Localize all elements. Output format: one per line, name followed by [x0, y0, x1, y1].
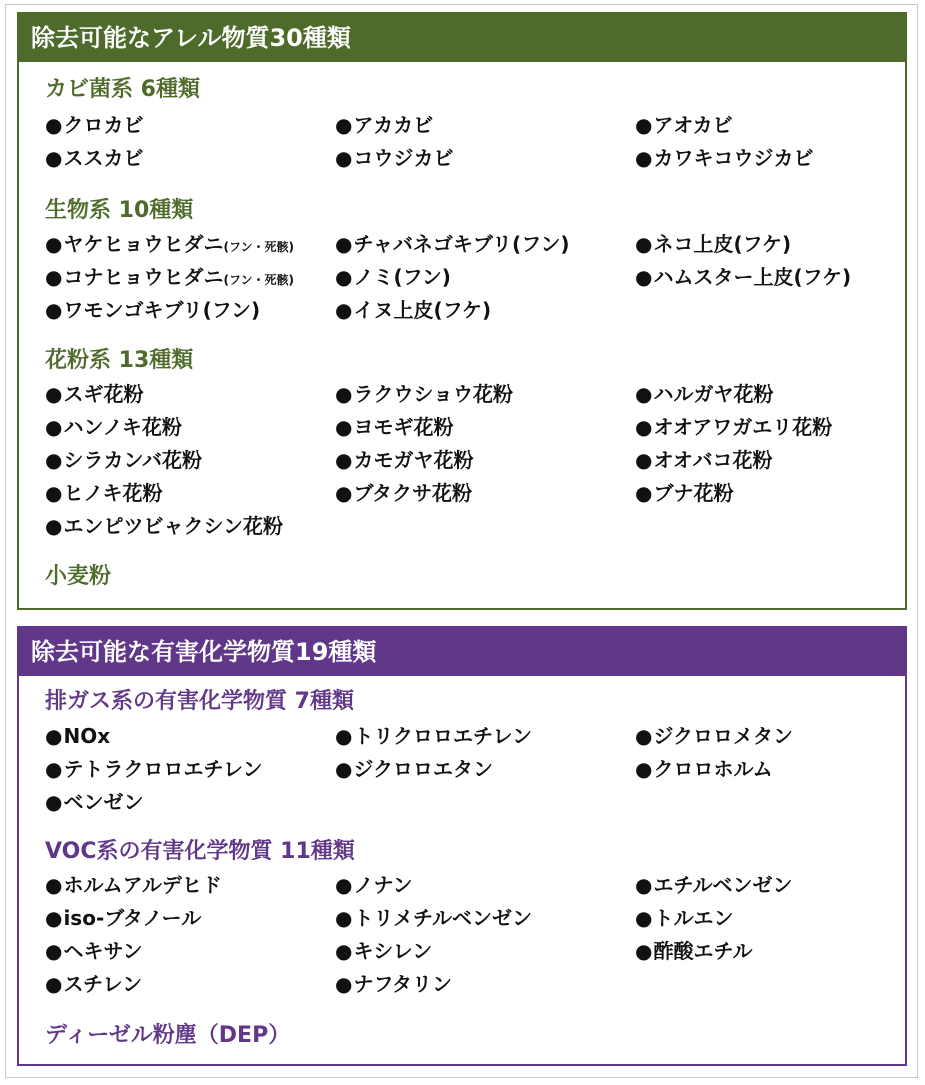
mold-item — [45, 143, 143, 173]
bullet-icon: ● — [635, 265, 653, 289]
pollen-item — [335, 445, 473, 475]
pollen-item-label: カモガヤ花粉 — [353, 448, 474, 472]
exhaust-item — [45, 721, 110, 751]
pollen-item — [635, 379, 773, 409]
pollen-item-label: ラクウショウ花粉 — [353, 382, 514, 406]
pollen-item — [635, 478, 733, 508]
bullet-icon: ● — [635, 232, 653, 256]
pollen-item-label: ブタクサ花粉 — [353, 481, 473, 505]
voc-item-label: ヘキサン — [63, 939, 143, 963]
dep-heading: ディーゼル粉塵（DEP） — [45, 1023, 291, 1048]
bullet-icon: ● — [335, 448, 353, 472]
allergen-panel — [17, 12, 907, 610]
voc-item-label: ナフタリン — [353, 972, 453, 996]
pollen-item-label: オオアワガエリ花粉 — [653, 415, 833, 439]
voc-item — [335, 936, 432, 966]
exhaust-item-label: ジクロロエタン — [353, 757, 494, 781]
bullet-icon: ● — [335, 265, 353, 289]
bio-item — [335, 229, 570, 259]
mold-item-label: アオカビ — [653, 113, 733, 137]
bio-item-label: ワモンゴキブリ(フン) — [63, 298, 261, 322]
bio-item-label: イヌ上皮(フケ) — [353, 298, 492, 322]
exhaust-item-label: ジクロロメタン — [653, 724, 794, 748]
voc-heading: VOC系の有害化学物質 11種類 — [45, 839, 355, 864]
voc-item-label: スチレン — [63, 972, 143, 996]
pollen-item-label: シラカンバ花粉 — [63, 448, 203, 472]
bio-item — [335, 295, 491, 325]
bio-item-label: ハムスター上皮(フケ) — [653, 265, 852, 289]
voc-item-label: ホルムアルデヒド — [63, 873, 222, 897]
voc-item — [335, 969, 452, 999]
mold-item — [635, 143, 813, 173]
bio-heading: 生物系 10種類 — [45, 198, 194, 223]
exhaust-item-label: トリクロロエチレン — [353, 724, 533, 748]
voc-item-label: iso-ブタノール — [63, 906, 202, 930]
bullet-icon: ● — [335, 481, 353, 505]
mold-item-label: アカカビ — [353, 113, 434, 137]
bullet-icon: ● — [45, 757, 63, 781]
voc-item — [635, 870, 792, 900]
pollen-item-label: ハンノキ花粉 — [63, 415, 182, 439]
pollen-item — [45, 445, 202, 475]
bullet-icon: ● — [335, 113, 353, 137]
bio-item — [45, 229, 294, 259]
allergen-title: 除去可能なアレル物質30種類 — [19, 14, 905, 62]
pollen-item — [335, 379, 513, 409]
bullet-icon: ● — [335, 415, 353, 439]
exhaust-item — [335, 754, 493, 784]
exhaust-item — [635, 721, 793, 751]
bullet-icon: ● — [45, 265, 63, 289]
exhaust-item — [45, 754, 263, 784]
exhaust-item — [335, 721, 532, 751]
bio-item-label: チャバネゴキブリ(フン) — [353, 232, 570, 256]
mold-item — [335, 110, 433, 140]
pollen-item-label: スギ花粉 — [63, 382, 144, 406]
bullet-icon: ● — [45, 113, 63, 137]
mold-item-label: クロカビ — [63, 113, 144, 137]
bio-item — [45, 295, 260, 325]
pollen-item — [45, 511, 283, 541]
mold-item-label: コウジカビ — [353, 146, 454, 170]
bullet-icon: ● — [45, 415, 63, 439]
exhaust-item-label: ベンゼン — [63, 790, 144, 814]
bullet-icon: ● — [635, 415, 653, 439]
bullet-icon: ● — [635, 146, 653, 170]
voc-item-label: トルエン — [653, 906, 734, 930]
bullet-icon: ● — [335, 906, 353, 930]
bullet-icon: ● — [635, 906, 653, 930]
bullet-icon: ● — [635, 757, 653, 781]
bullet-icon: ● — [635, 939, 653, 963]
bullet-icon: ● — [45, 724, 63, 748]
bullet-icon: ● — [45, 298, 63, 322]
pollen-item-label: エンピツビャクシン花粉 — [63, 514, 283, 538]
exhaust-item — [45, 787, 143, 817]
bullet-icon: ● — [335, 298, 353, 322]
bullet-icon: ● — [635, 724, 653, 748]
bio-item — [45, 262, 294, 292]
voc-item — [335, 903, 532, 933]
mold-item-label: カワキコウジカビ — [653, 146, 814, 170]
bullet-icon: ● — [335, 873, 353, 897]
mold-item — [335, 143, 453, 173]
exhaust-item-label: クロロホルム — [653, 757, 773, 781]
mold-item — [635, 110, 733, 140]
bullet-icon: ● — [335, 724, 353, 748]
bullet-icon: ● — [635, 448, 653, 472]
bullet-icon: ● — [635, 113, 653, 137]
bio-item-label: ノミ(フン) — [353, 265, 451, 289]
voc-item — [635, 903, 733, 933]
pollen-item-label: ブナ花粉 — [653, 481, 734, 505]
bullet-icon: ● — [635, 873, 653, 897]
pollen-item-label: ハルガヤ花粉 — [653, 382, 774, 406]
bullet-icon: ● — [45, 481, 63, 505]
pollen-item — [635, 412, 832, 442]
voc-item — [45, 903, 201, 933]
pollen-item — [45, 379, 143, 409]
bullet-icon: ● — [45, 790, 63, 814]
voc-item — [335, 870, 412, 900]
voc-item-label: キシレン — [353, 939, 433, 963]
exhaust-item — [635, 754, 773, 784]
bullet-icon: ● — [45, 146, 63, 170]
wheat-heading: 小麦粉 — [45, 564, 112, 589]
chemical-title: 除去可能な有害化学物質19種類 — [19, 628, 905, 676]
exhaust-item-label: テトラクロロエチレン — [63, 757, 263, 781]
bullet-icon: ● — [45, 906, 63, 930]
bullet-icon: ● — [45, 972, 63, 996]
bullet-icon: ● — [335, 939, 353, 963]
mold-item — [45, 110, 143, 140]
pollen-item — [335, 478, 472, 508]
pollen-item-label: ヒノキ花粉 — [63, 481, 163, 505]
voc-item-label: 酢酸エチル — [653, 939, 753, 963]
voc-item-label: トリメチルベンゼン — [353, 906, 533, 930]
bio-item-note: (フン・死骸) — [223, 240, 294, 254]
bio-item — [635, 262, 851, 292]
chemical-panel — [17, 626, 907, 1066]
bullet-icon: ● — [335, 146, 353, 170]
pollen-item-label: ヨモギ花粉 — [353, 415, 454, 439]
exhaust-item-label: NOx — [63, 724, 111, 748]
bullet-icon: ● — [45, 873, 63, 897]
bullet-icon: ● — [335, 757, 353, 781]
bio-item-label: ネコ上皮(フケ) — [653, 232, 792, 256]
bullet-icon: ● — [45, 514, 63, 538]
bullet-icon: ● — [45, 939, 63, 963]
mold-heading: カビ菌系 6種類 — [45, 77, 200, 102]
bullet-icon: ● — [45, 232, 63, 256]
voc-item — [635, 936, 752, 966]
bullet-icon: ● — [635, 382, 653, 406]
bio-item-label: コナヒョウヒダニ — [63, 265, 224, 289]
pollen-item-label: オオバコ花粉 — [653, 448, 773, 472]
bullet-icon: ● — [335, 382, 353, 406]
pollen-item — [635, 445, 772, 475]
bullet-icon: ● — [635, 481, 653, 505]
bullet-icon: ● — [45, 448, 63, 472]
exhaust-heading: 排ガス系の有害化学物質 7種類 — [45, 689, 354, 714]
pollen-item — [335, 412, 453, 442]
voc-item — [45, 870, 222, 900]
voc-item-label: ノナン — [353, 873, 413, 897]
bio-item — [335, 262, 451, 292]
bio-item-note: (フン・死骸) — [223, 273, 294, 287]
bio-item — [635, 229, 791, 259]
voc-item-label: エチルベンゼン — [653, 873, 793, 897]
voc-item — [45, 969, 142, 999]
pollen-item — [45, 412, 182, 442]
bullet-icon: ● — [45, 382, 63, 406]
bullet-icon: ● — [335, 972, 353, 996]
pollen-heading: 花粉系 13種類 — [45, 348, 194, 373]
bio-item-label: ヤケヒョウヒダニ — [63, 232, 224, 256]
pollen-item — [45, 478, 162, 508]
mold-item-label: ススカビ — [63, 146, 144, 170]
voc-item — [45, 936, 142, 966]
bullet-icon: ● — [335, 232, 353, 256]
